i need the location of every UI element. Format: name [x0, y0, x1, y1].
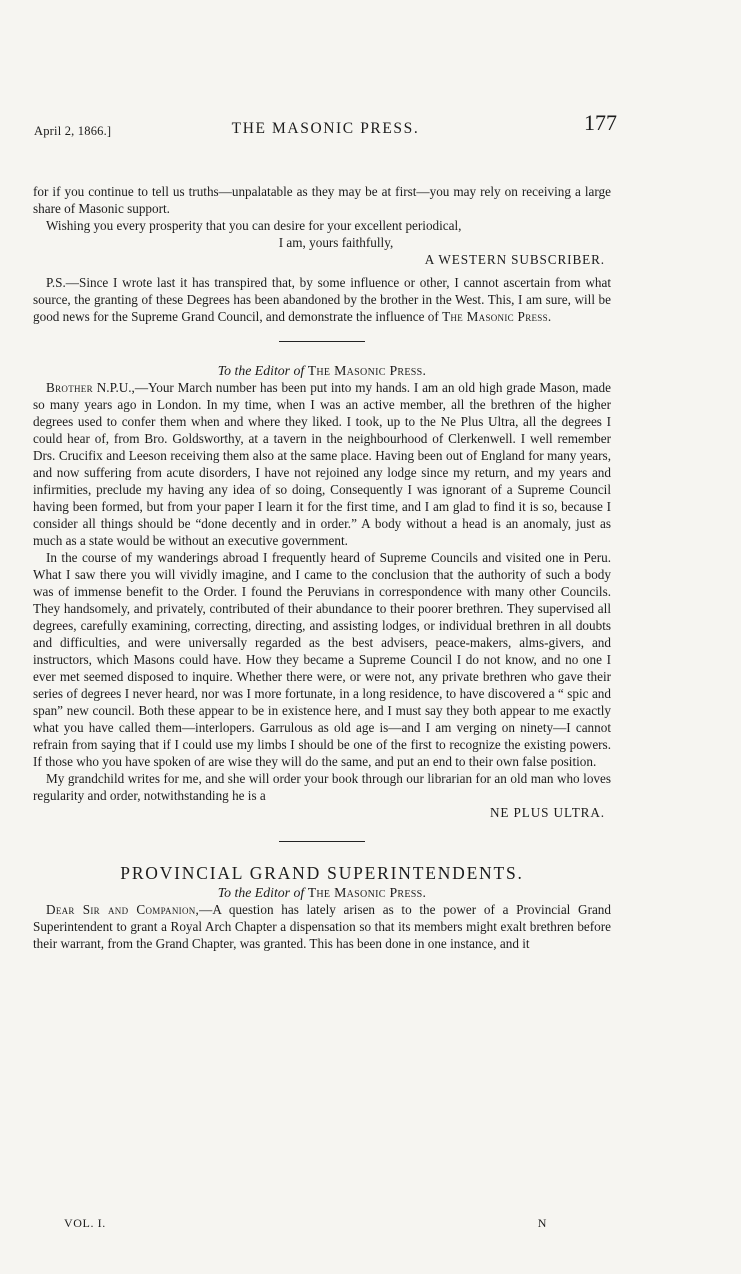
letter1-closing: I am, yours faithfully, — [278, 235, 394, 250]
section-divider — [279, 341, 365, 342]
page-header — [34, 110, 617, 140]
addressee-prefix: To the Editor of — [217, 363, 305, 378]
letter2-paragraph-1 — [33, 379, 611, 549]
addressee-prefix: To the Editor of — [217, 885, 305, 900]
publication-name: The Masonic Press. — [442, 309, 552, 324]
section-heading: PROVINCIAL GRAND SUPERINTENDENTS. — [120, 863, 524, 883]
letter2-paragraph-3: My grandchild writes for me, and she will order your book through our librarian for an old man who loves regularity and order, notwithstanding he is a — [33, 771, 611, 803]
page-number: 177 — [584, 110, 617, 135]
letter1-postscript — [33, 274, 611, 325]
section-salutation: Dear Sir and Companion, — [46, 902, 200, 917]
letter2-addressee — [33, 362, 611, 379]
postscript-text: P.S.—Since I wrote last it has transpired that, by some influence or other, I cannot ascertain from what source, the granting of these Degrees has been abandoned by the brother in the West. This, I am sure, will be good news for the Supreme Grand Council, and demonstrate the influence of — [33, 275, 611, 324]
signature-mark: N — [537, 1216, 547, 1230]
letter2-signature: NE PLUS ULTRA. — [489, 805, 605, 820]
letter2-paragraph-1-text: N.P.U.,—Your March number has been put into my hands. I am an old high grade Mason, made so many years ago in London. In my time, when I was an active member, all the brethren of the higher degrees used to confer them when and where they liked. I took, up to the Ne Plus Ultra, all the degrees I could hear of, from Bro. Goldsworthy, at a tavern in the neighbourhood of Clerkenwell. I well remember Drs. Crucifix and Leeson receiving them also at the same place. Having been out of England for many years, and now suffering from acute disorders, I have not rejoined any lodge since my return, and my years and infirmities, preclude my having any idea of so doing, Consequently I was ignorant of a Supreme Council having been formed, but from your paper I learn it for the first time, and I am glad to find it is so, because I consider all things should be “done decently and in order.” A body without a head is an anomaly, just as much as a state would be without an executive government. — [33, 380, 611, 548]
section-addressee — [33, 884, 611, 901]
letter1-wishing: Wishing you every prosperity that you can desire for your excellent periodical, — [46, 218, 462, 233]
publication-title: THE MASONIC PRESS. — [231, 120, 420, 137]
article-body — [33, 183, 611, 952]
section-paragraph-1-text: —A question has lately arisen as to the power of a Provincial Grand Superintendent to grant a Royal Arch Chapter a dispensation so that its members might exalt brethren before their warrant, from the Grand Chapter, was granted. This has been done in one instance, and it — [33, 902, 611, 951]
letter2-salutation: Brother — [46, 380, 93, 395]
section-paragraph-1 — [33, 901, 611, 952]
volume-label: VOL. I. — [64, 1216, 106, 1230]
letter2-paragraph-2: In the course of my wanderings abroad I frequently heard of Supreme Councils and visited one in Peru. What I saw there you will vividly imagine, and I came to the conclusion that the authority of such a body was of immense benefit to the Order. I found the Peruvians in correspondence with many other Councils. They handsomely, and privately, contributed of their abundance to their poorer brethren. They supervised all degrees, carefully examining, correcting, directing, and assisting lodges, or individual brethren in all doubts and difficulties, and were universally regarded as the best advisers, peace-makers, alms-givers, and instructors, which Masons could have. How they became a Supreme Council I do not know, and no one I ever met seemed disposed to inquire. Whether there were, or were not, any private brethren who gave their series of degrees I never heard, nor was I more fortunate, in a long residence, to have discovered a “ spic and span” new council. Both these appear to be in existence here, and I must say they both appear to me exactly what you have called them—interlopers. Garrulous as old age is—and I am verging on ninety—I cannot refrain from saying that if I could use my limbs I should be one of the first to recognize the existing powers. If those who you have spoken of are wise they will do the same, and put an end to their own false position. — [33, 550, 611, 769]
letter1-paragraph: for if you continue to tell us truths—unpalatable as they may be at first—you may rely on receiving a large share of Masonic support. — [33, 184, 611, 216]
addressee-publication: The Masonic Press. — [307, 885, 427, 900]
issue-date: April 2, 1866.] — [34, 124, 112, 138]
addressee-publication: The Masonic Press. — [307, 363, 427, 378]
section-divider — [279, 841, 365, 842]
letter1-signature: A WESTERN SUBSCRIBER. — [424, 252, 605, 267]
